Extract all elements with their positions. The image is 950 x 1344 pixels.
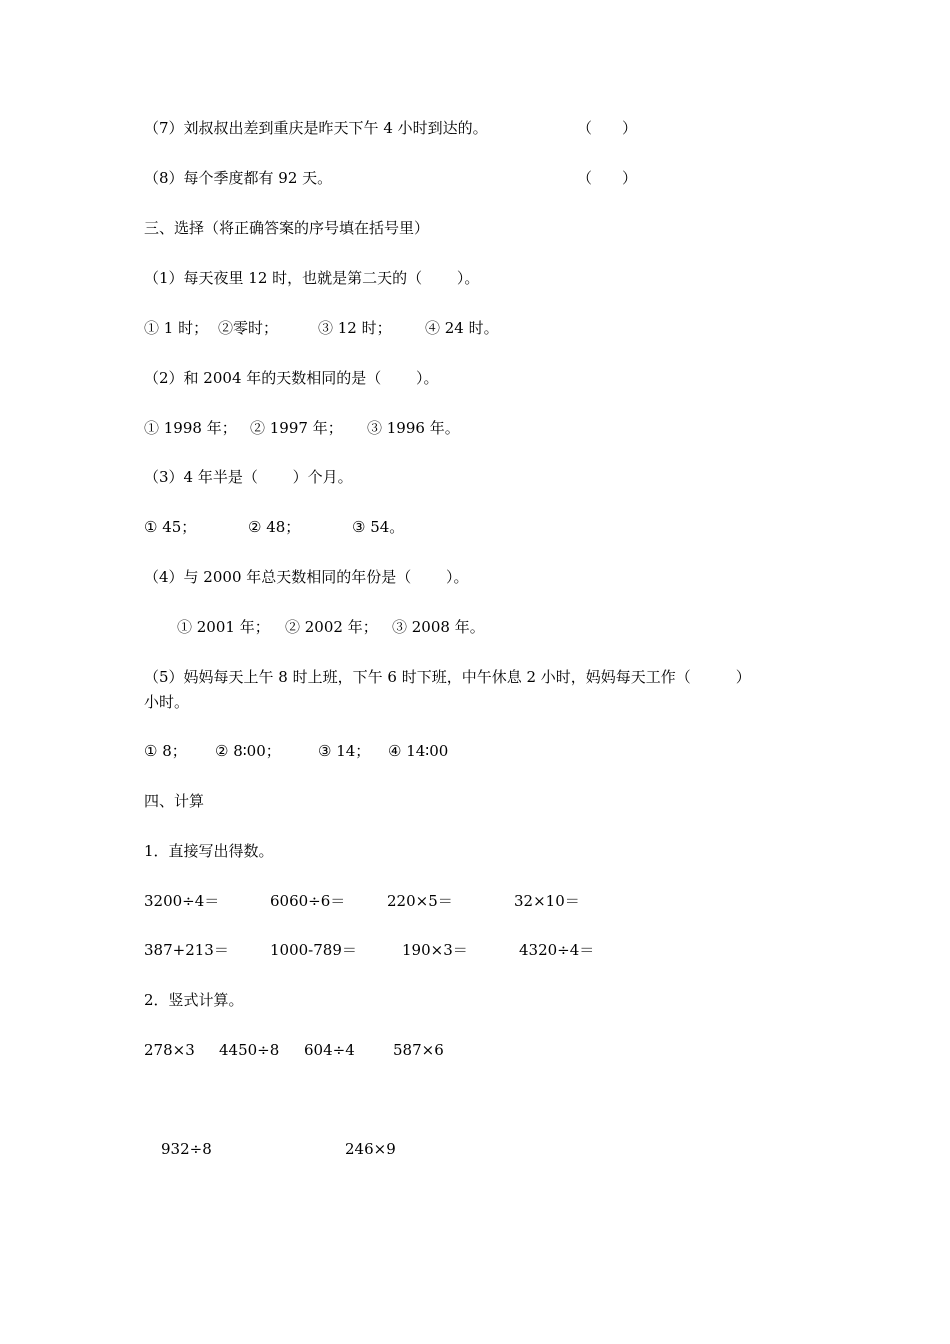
calc-item: 1000-789＝ bbox=[270, 941, 357, 959]
vertical-calc-item: 604÷4 bbox=[304, 1041, 355, 1059]
choice-question-5: （5）妈妈每天上午 8 时上班，下午 6 时下班，中午休息 2 小时，妈妈每天工作（ ） bbox=[144, 668, 751, 686]
vertical-calc-item: 932÷8 bbox=[161, 1140, 212, 1158]
calc-item: 3200÷4＝ bbox=[144, 892, 220, 910]
choice-question-2: （2）和 2004 年的天数相同的是（ ）。 bbox=[144, 369, 439, 387]
choice-3-option-2: ② 48； bbox=[248, 518, 301, 536]
calc-part-1-title: 1．直接写出得数。 bbox=[144, 842, 274, 860]
section-3-title: 三、选择（将正确答案的序号填在括号里） bbox=[144, 219, 430, 237]
calc-item: 4320÷4＝ bbox=[519, 941, 595, 959]
tf-question-7: （7）刘叔叔出差到重庆是昨天下午 4 小时到达的。 bbox=[144, 119, 488, 137]
vertical-calc-item: 587×6 bbox=[393, 1041, 444, 1059]
section-4-title: 四、计算 bbox=[144, 792, 205, 810]
choice-5-option-2: ② 8∶00； bbox=[215, 742, 281, 760]
calc-item: 190×3＝ bbox=[402, 941, 468, 959]
choice-1-option-1: ① 1 时； bbox=[144, 319, 209, 337]
choice-3-option-3: ③ 54。 bbox=[352, 518, 405, 536]
choice-question-3: （3）4 年半是（ ）个月。 bbox=[144, 468, 353, 486]
choice-2-option-2: ② 1997 年； bbox=[250, 419, 343, 437]
choice-4-option-3: ③ 2008 年。 bbox=[392, 618, 485, 636]
calc-item: 387+213＝ bbox=[144, 941, 229, 959]
vertical-calc-item: 4450÷8 bbox=[219, 1041, 280, 1059]
choice-1-option-4: ④ 24 时。 bbox=[425, 319, 499, 337]
choice-question-1: （1）每天夜里 12 时，也就是第二天的（ ）。 bbox=[144, 269, 480, 287]
choice-5-option-3: ③ 14； bbox=[318, 742, 371, 760]
choice-4-option-2: ② 2002 年； bbox=[285, 618, 378, 636]
choice-5-option-1: ① 8； bbox=[144, 742, 187, 760]
calc-item: 6060÷6＝ bbox=[270, 892, 346, 910]
choice-3-option-1: ① 45； bbox=[144, 518, 197, 536]
tf-answer-blank-7: （ ） bbox=[577, 119, 638, 137]
choice-1-option-2: ②零时； bbox=[218, 319, 279, 337]
calc-item: 32×10＝ bbox=[514, 892, 580, 910]
calc-part-2-title: 2．竖式计算。 bbox=[144, 991, 244, 1009]
tf-question-8: （8）每个季度都有 92 天。 bbox=[144, 169, 333, 187]
choice-5-option-4: ④ 14∶00 bbox=[388, 742, 449, 760]
choice-4-option-1: ① 2001 年； bbox=[177, 618, 270, 636]
choice-2-option-3: ③ 1996 年。 bbox=[367, 419, 460, 437]
choice-2-option-1: ① 1998 年； bbox=[144, 419, 237, 437]
vertical-calc-item: 278×3 bbox=[144, 1041, 195, 1059]
vertical-calc-item: 246×9 bbox=[345, 1140, 396, 1158]
tf-answer-blank-8: （ ） bbox=[577, 169, 638, 187]
choice-question-4: （4）与 2000 年总天数相同的年份是（ ）。 bbox=[144, 568, 469, 586]
calc-item: 220×5＝ bbox=[387, 892, 453, 910]
choice-1-option-3: ③ 12 时； bbox=[318, 319, 392, 337]
choice-question-5-continuation: 小时。 bbox=[144, 693, 190, 711]
